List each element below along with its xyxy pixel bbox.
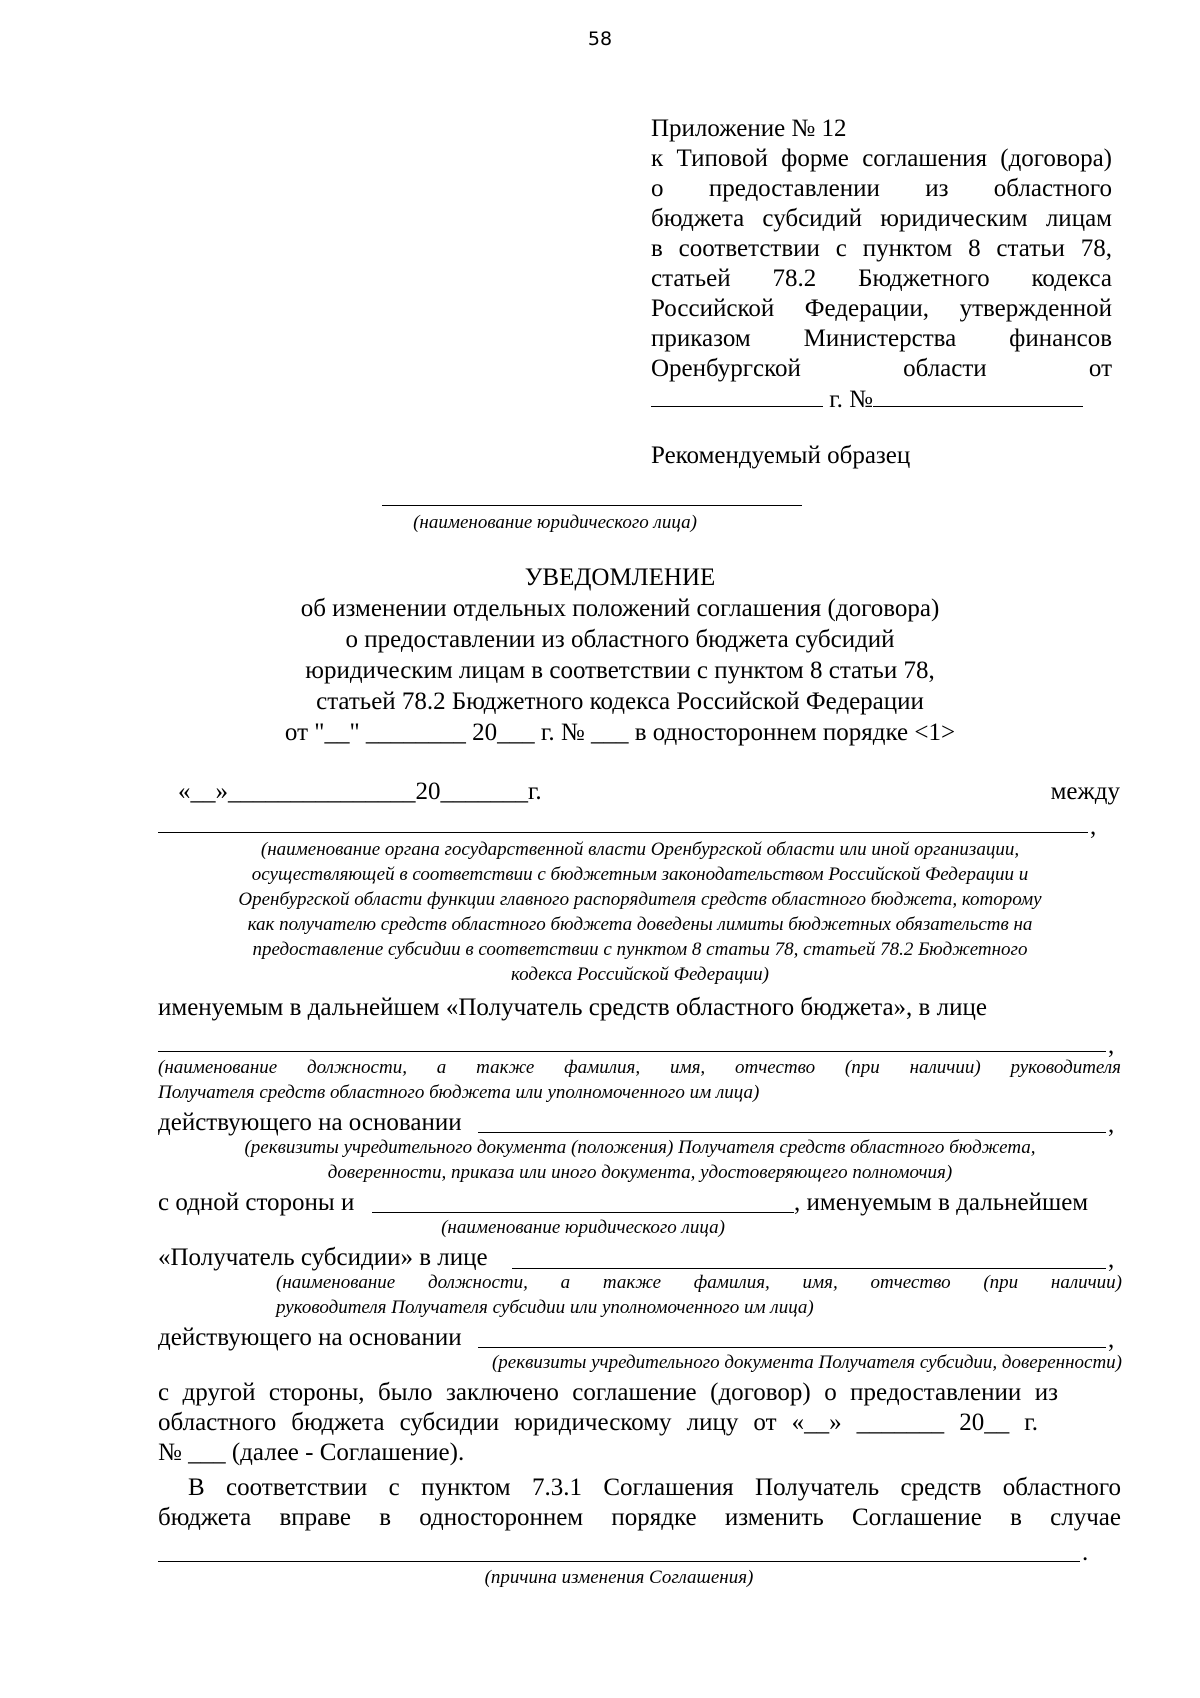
notice-line: статьей 78.2 Бюджетного кодекса Российской Федерации	[316, 688, 924, 715]
acting-basis-label: действующего на основании	[158, 1109, 462, 1136]
recipient-head-line	[512, 1268, 1106, 1269]
paragraph-line: В соответствии с пунктом 7.3.1 Соглашения Получатель средств областного	[188, 1474, 1121, 1501]
appendix-line: Российской Федерации, утвержденной	[651, 295, 1112, 322]
notice-line: о предоставлении из областного бюджета субсидий	[345, 626, 895, 653]
authority-line	[158, 832, 1088, 833]
blank-line	[873, 384, 1083, 407]
entity-line	[372, 1212, 794, 1213]
basis-line	[478, 1132, 1106, 1133]
authority-caption: (наименование органа государственной власти Оренбургской области или иной организации, осуществляющей в соответствии с бюджетным законодательством Российской Федерации и Оренбургской области функции главного распорядителя средств областного бюджета, которому как получателю средств областного бюджета доведены лимиты бюджетных обязательств на предоставление субсидии в соответствии с пунктом 8 статьи 78, статьей 78.2 Бюджетного кодекса Российской Федерации)	[238, 839, 1042, 985]
appendix-line: бюджета субсидий юридическим лицам	[651, 205, 1112, 232]
named-later: , именуемым в дальнейшем	[794, 1189, 1089, 1216]
legal-entity-line	[382, 505, 802, 506]
paragraph-line: бюджета вправе в одностороннем порядке изменить Соглашение в случае	[158, 1504, 1121, 1531]
agreement-date: «__»_______________20_______г.	[178, 778, 542, 805]
appendix-line: статьей 78.2 Бюджетного кодекса	[651, 265, 1112, 292]
page-number: 58	[587, 28, 613, 50]
appendix-line: к Типовой форме соглашения (договора)	[651, 145, 1112, 172]
reason-caption: (причина изменения Соглашения)	[484, 1567, 754, 1588]
notice-heading: УВЕДОМЛЕНИЕ	[524, 564, 716, 591]
notice-line: юридическим лицам в соответствии с пунктом 8 статьи 78,	[305, 657, 935, 684]
recipient-head-caption: руководителя Получателя субсидии или уполномоченного им лица)	[276, 1297, 814, 1318]
other-side-line: с другой стороны, было заключено соглашение (договор) о предоставлении из	[158, 1379, 1058, 1406]
basis-caption: (реквизиты учредительного документа (положения) Получателя средств областного бюджета, доверенности, приказа или иного документа, удостоверяющего полномочия)	[244, 1137, 1036, 1183]
acting-basis-label: действующего на основании	[158, 1324, 462, 1351]
head-caption: (наименование должности, а также фамилия, имя, отчество (при наличии) руководителя	[158, 1057, 1121, 1078]
sample-label: Рекомендуемый образец	[651, 442, 911, 469]
subsidy-recipient-label: «Получатель субсидии» в лице	[158, 1244, 488, 1271]
head-line	[158, 1051, 1106, 1052]
appendix-line: в соответствии с пунктом 8 статьи 78,	[651, 235, 1112, 262]
reason-line	[158, 1561, 1080, 1562]
one-side-label: с одной стороны и	[158, 1189, 355, 1216]
notice-line: об изменении отдельных положений соглашения (договора)	[300, 595, 940, 622]
appendix-block	[651, 114, 1112, 471]
appendix-line: приказом Министерства финансов	[651, 325, 1112, 352]
named-recipient: именуемым в дальнейшем «Получатель средств областного бюджета», в лице	[158, 994, 987, 1021]
entity-caption: (наименование юридического лица)	[441, 1217, 725, 1238]
basis-line	[478, 1347, 1106, 1348]
appendix-date-line: г. №	[651, 384, 1112, 415]
appendix-line: о предоставлении из областного	[651, 175, 1112, 202]
notice-date: от "__" ________ 20___ г. № ___ в одностороннем порядке <1>	[284, 719, 956, 746]
other-side-line: областного бюджета субсидии юридическому лицу от «__» _______ 20__ г.	[158, 1409, 1038, 1436]
appendix-line: Оренбургской области от	[651, 355, 1112, 382]
other-side-line: № ___ (далее - Соглашение).	[158, 1439, 465, 1466]
legal-entity-caption: (наименование юридического лица)	[413, 512, 697, 533]
between-word: между	[1050, 778, 1120, 805]
recipient-head-caption: (наименование должности, а также фамилия, имя, отчество (при наличии)	[276, 1272, 1122, 1293]
blank-line	[651, 384, 823, 407]
notice-title	[240, 562, 1000, 748]
head-caption: Получателя средств областного бюджета или уполномоченного им лица)	[158, 1082, 760, 1103]
appendix-line: Приложение № 12	[651, 115, 847, 142]
recipient-basis-caption: (реквизиты учредительного документа Получателя субсидии, доверенности)	[491, 1352, 1122, 1373]
